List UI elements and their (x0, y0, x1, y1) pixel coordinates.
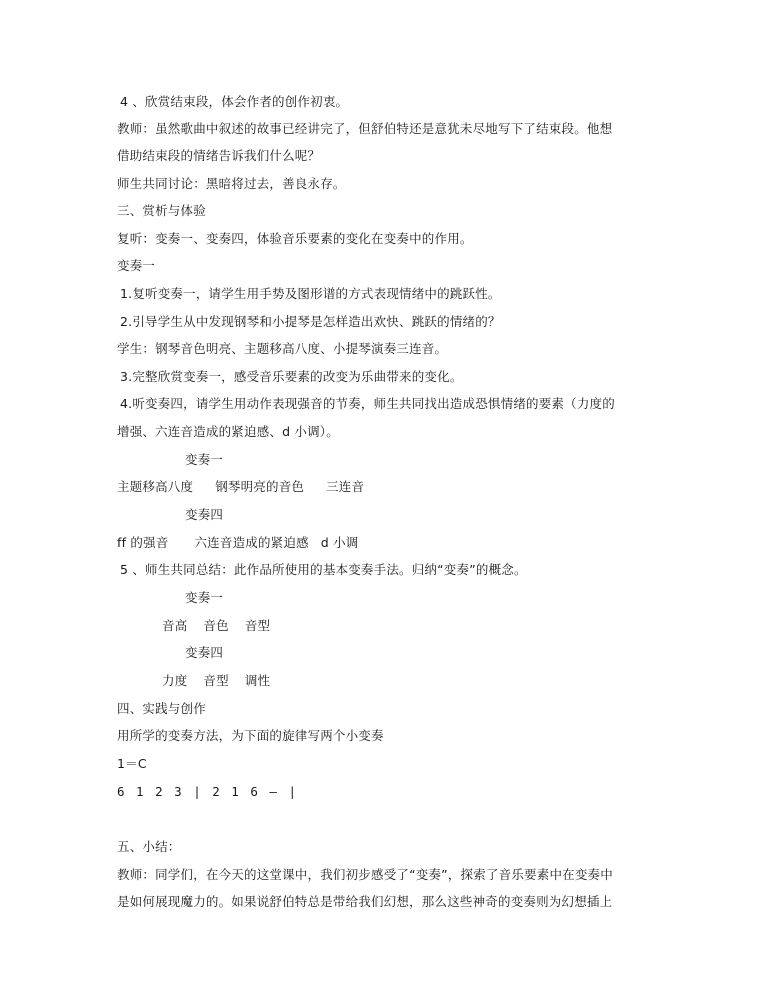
summary-line-2: 是如何展现魔力的。如果说舒伯特总是带给我们幻想，那么这些神奇的变奏则为幻想插上 (117, 894, 613, 909)
section-3-heading: 三、赏析与体验 (117, 203, 206, 218)
summary-line-1: 教师：同学们，在今天的这堂课中，我们初步感受了“变奏”，探索了音乐要素中在变奏中 (117, 867, 613, 882)
practice-instruction: 用所学的变奏方法，为下面的旋律写两个小变奏 (117, 728, 384, 743)
v4-element-1: ff 的强音 (117, 535, 169, 550)
s4-element-2: 音型 (203, 673, 229, 688)
table2-variation-4-title: 变奏四 (185, 645, 224, 660)
table2-variation-1-row (162, 618, 270, 634)
v4-element-2: 六连音造成的紧迫感 (194, 535, 309, 550)
section-5-heading: 五、小结： (117, 839, 181, 854)
v4-element-3: d 小调 (320, 535, 359, 550)
s1-element-2: 音色 (203, 618, 229, 633)
item-2-line: 2.引导学生从中发现钢琴和小提琴是怎样造出欢快、跳跃的情绪的？ (120, 314, 501, 329)
teacher-paragraph-line-1: 教师：虽然歌曲中叙述的故事已经讲完了，但舒伯特还是意犹未尽地写下了结束段。他想 (117, 121, 613, 136)
melody-notation: 6 1 2 3 | 2 1 6 — | (117, 784, 298, 799)
table1-variation-4-row (117, 535, 359, 551)
table2-variation-1-title: 变奏一 (185, 590, 224, 605)
step-4-heading: 4 、欣赏结束段，体会作者的创作初衷。 (120, 94, 349, 109)
section-4-heading: 四、实践与创作 (117, 701, 206, 716)
s4-element-1: 力度 (162, 673, 188, 688)
table1-variation-1-title: 变奏一 (185, 452, 224, 467)
item-1-line: 1.复听变奏一，请学生用手势及图形谱的方式表现情绪中的跳跃性。 (120, 286, 501, 301)
v1-element-2: 钢琴明亮的音色 (215, 479, 305, 494)
s1-element-1: 音高 (162, 618, 188, 633)
item-4-line-1: 4.听变奏四，请学生用动作表现强音的节奏，师生共同找出造成恐惧情绪的要素（力度的 (120, 396, 615, 411)
item-4-line-2: 增强、六连音造成的紧迫感、d 小调）。 (117, 424, 339, 439)
teacher-paragraph-line-2: 借助结束段的情绪告诉我们什么呢？ (117, 148, 321, 163)
student-answer-line: 学生：钢琴音色明亮、主题移高八度、小提琴演奏三连音。 (117, 341, 448, 356)
s4-element-3: 调性 (244, 673, 271, 688)
table1-variation-4-title: 变奏四 (185, 507, 224, 522)
table2-variation-4-row (162, 673, 270, 689)
discussion-line: 师生共同讨论：黑暗将过去，善良永存。 (117, 176, 346, 191)
review-line: 复听：变奏一、变奏四，体验音乐要素的变化在变奏中的作用。 (117, 231, 473, 246)
variation-1-label: 变奏一 (117, 258, 156, 273)
item-3-line: 3.完整欣赏变奏一，感受音乐要素的改变为乐曲带来的变化。 (120, 369, 463, 384)
key-signature: 1＝C (117, 756, 147, 771)
v1-element-3: 三连音 (326, 479, 365, 494)
step-5-line: 5 、师生共同总结：此作品所使用的基本变奏手法。归纳“变奏”的概念。 (120, 562, 527, 577)
v1-element-1: 主题移高八度 (117, 479, 194, 494)
table1-variation-1-row (117, 479, 364, 495)
s1-element-3: 音型 (244, 618, 271, 633)
